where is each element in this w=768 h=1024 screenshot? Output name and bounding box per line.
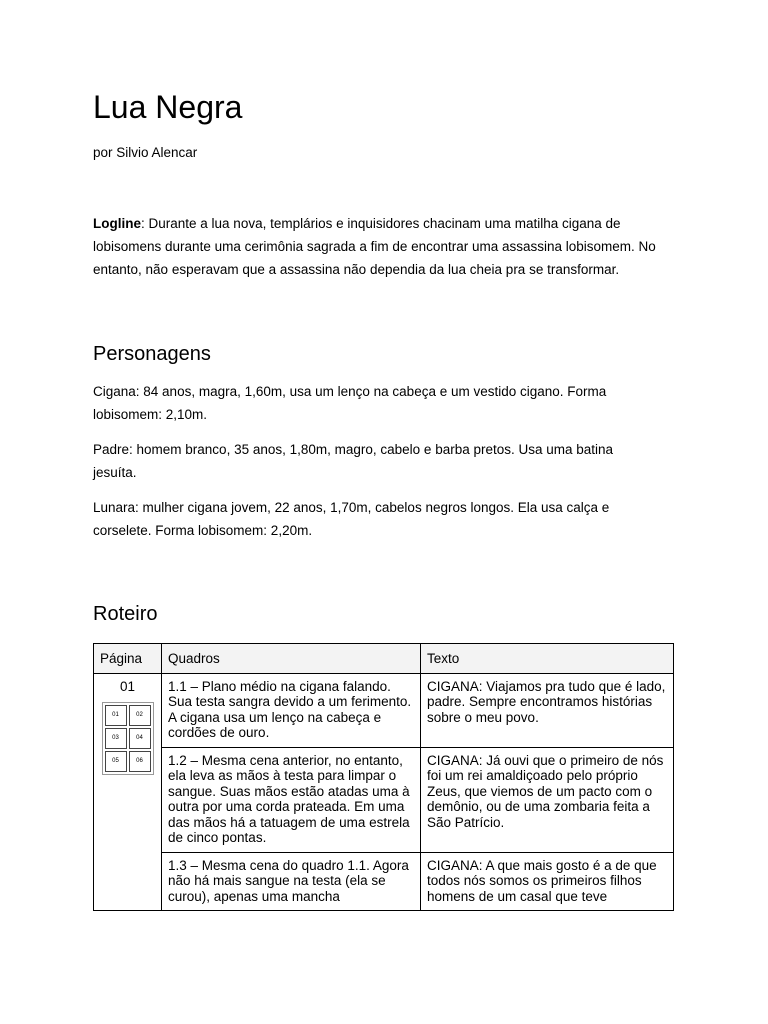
thumbnail-panel: 05 xyxy=(105,751,127,772)
table-row xyxy=(94,673,674,747)
page-cell xyxy=(94,673,162,910)
script-table xyxy=(93,643,674,911)
texto-text: CIGANA: A que mais gosto é a de que todos nós somos os primeiros filhos homens de um casal que teve xyxy=(427,857,657,904)
logline-label: Logline xyxy=(93,216,141,231)
quadro-cell: 1.1 – Plano médio na cigana falando. Sua testa sangra devido a um ferimento. A cigana usa um lenço na cabeça e cordões de ouro. xyxy=(162,673,421,747)
thumbnail-panel: 02 xyxy=(129,705,151,726)
page-number: 01 xyxy=(119,678,136,694)
author-line: por Silvio Alencar xyxy=(93,145,198,160)
thumbnail-panel: 06 xyxy=(129,751,151,772)
quadro-cell xyxy=(162,852,421,910)
quadro-text: 1.3 – Mesma cena do quadro 1.1. Agora não há mais sangue na testa (ela se curou), apenas uma mancha xyxy=(168,857,409,904)
thumbnail-panel: 01 xyxy=(105,705,127,726)
column-header-quadros: Quadros xyxy=(162,644,421,674)
logline-text: : Durante a lua nova, templários e inquisidores chacinam uma matilha cigana de lobisomens durante uma cerimônia sagrada a fim de encontrar uma assassina lobisomem. No entanto, não esperavam que a assassina não dependia da lua cheia pra se transformar. xyxy=(93,216,656,277)
texto-cell xyxy=(421,852,674,910)
section-heading-roteiro: Roteiro xyxy=(93,603,158,625)
character-lunara: Lunara: mulher cigana jovem, 22 anos, 1,70m, cabelos negros longos. Ela usa calça e corselete. Forma lobisomem: 2,20m. xyxy=(93,500,610,538)
texto-cell: CIGANA: Viajamos pra tudo que é lado, padre. Sempre encontramos histórias sobre o meu povo. xyxy=(421,673,674,747)
thumbnail-panel: 04 xyxy=(129,728,151,749)
section-heading-personagens: Personagens xyxy=(93,343,211,365)
document-title: Lua Negra xyxy=(93,89,243,125)
table-header-row xyxy=(94,644,674,674)
character-cigana: Cigana: 84 anos, magra, 1,60m, usa um lenço na cabeça e um vestido cigano. Forma lobisomem: 2,10m. xyxy=(93,384,607,422)
texto-cell: CIGANA: Já ouvi que o primeiro de nós foi um rei amaldiçoado pelo próprio Zeus, que viemos de um pacto com o demônio, ou de uma zombaria feita a São Patrício. xyxy=(421,747,674,852)
thumbnail-panel: 03 xyxy=(105,728,127,749)
character-padre: Padre: homem branco, 35 anos, 1,80m, magro, cabelo e barba pretos. Usa uma batina jesuíta. xyxy=(93,442,614,480)
table-row xyxy=(94,747,674,852)
page-thumbnail xyxy=(102,702,154,775)
table-row xyxy=(94,852,674,910)
column-header-texto: Texto xyxy=(421,644,674,674)
quadro-cell: 1.2 – Mesma cena anterior, no entanto, ela leva as mãos à testa para limpar o sangue. Suas mãos estão atadas uma à outra por uma corda prateada. Em uma das mãos há a tatuagem de uma estrela de cinco pontas. xyxy=(162,747,421,852)
logline-paragraph xyxy=(93,212,673,281)
column-header-pagina: Página xyxy=(94,644,162,674)
